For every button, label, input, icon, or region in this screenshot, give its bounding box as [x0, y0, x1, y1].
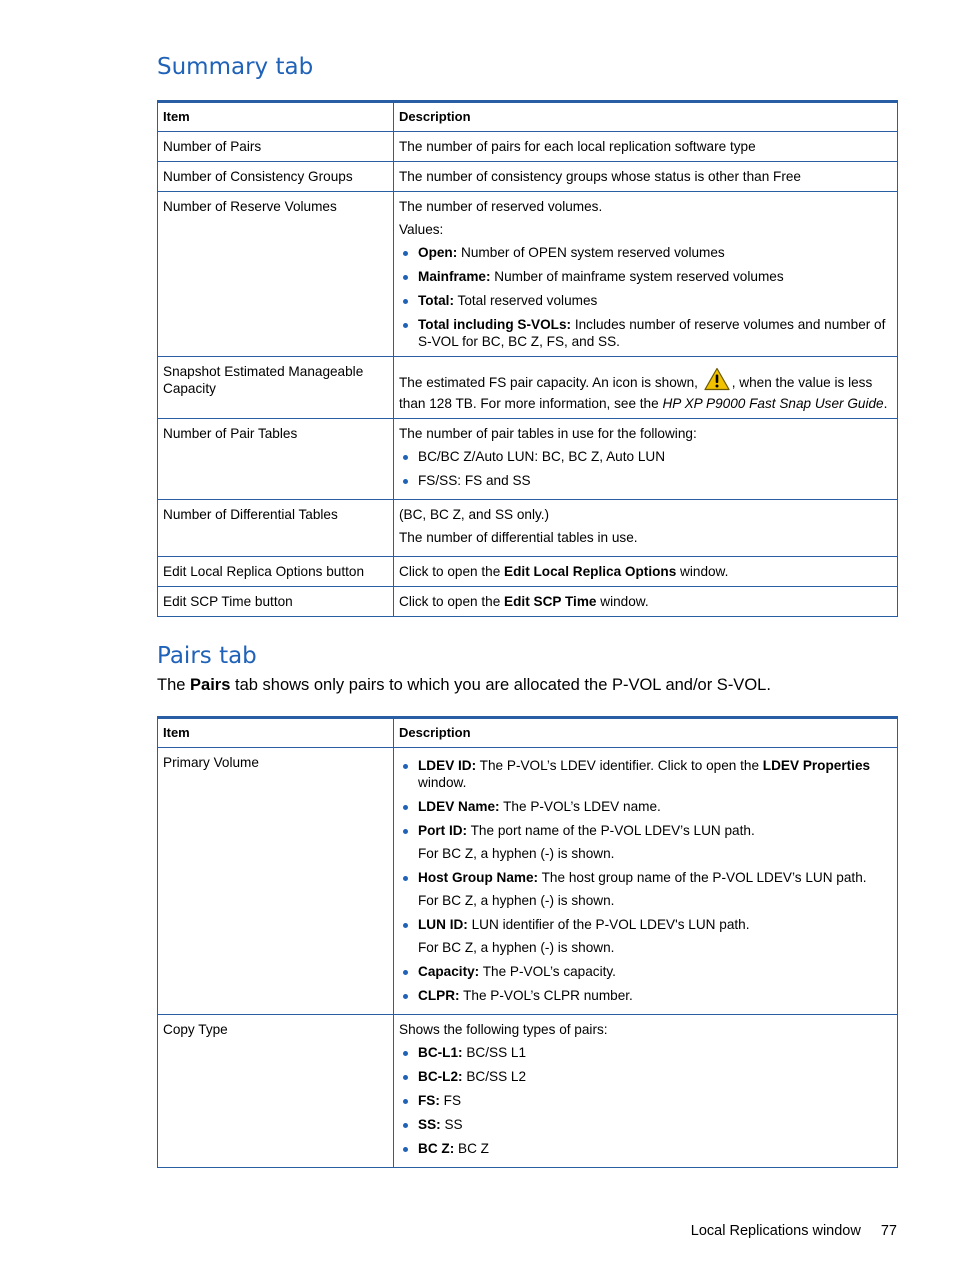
description-text: Values:	[399, 222, 444, 237]
pairs-intro-paragraph	[157, 676, 771, 696]
term-text: Number of mainframe system reserved volumes	[490, 269, 784, 284]
term-text: FS	[439, 1093, 462, 1108]
list-item	[418, 268, 892, 285]
list-item	[418, 798, 892, 815]
item-cell: Copy Type	[158, 1015, 394, 1168]
term-text: window.	[418, 775, 467, 790]
description-text: , when the value is less than 128 TB. For more information, see the	[399, 375, 873, 411]
term-text: Number of OPEN system reserved volumes	[457, 245, 725, 260]
description-cell	[394, 587, 898, 617]
table-row	[158, 587, 898, 617]
list-item	[418, 1092, 892, 1109]
description-text: (BC, BC Z, and SS only.)	[399, 507, 550, 522]
item-cell: Primary Volume	[158, 748, 394, 1015]
description-text: The number of differential tables in use.	[399, 530, 638, 545]
description-text: The estimated FS pair capacity. An icon is shown,	[399, 375, 702, 390]
table-row	[158, 500, 898, 557]
term-label: Total:	[418, 293, 454, 308]
table-row	[158, 132, 898, 162]
term-text: The P-VOL’s CLPR number.	[459, 988, 633, 1003]
term-label: Capacity:	[418, 964, 480, 979]
description-cell	[394, 748, 898, 1015]
term-text: The port name of the P-VOL LDEV’s LUN path.	[467, 823, 755, 838]
table-header-row	[158, 718, 898, 748]
term-text: The host group name of the P-VOL LDEV’s LUN path.	[538, 870, 867, 885]
column-header-item: Item	[158, 718, 394, 748]
description-text: Shows the following types of pairs:	[399, 1022, 608, 1037]
term-text: SS	[440, 1117, 463, 1132]
term-text: BC/SS L2	[462, 1069, 527, 1084]
list-item	[418, 244, 892, 261]
intro-text: The	[157, 676, 191, 694]
term-label: BC-L1:	[418, 1045, 463, 1060]
term-text: LUN identifier of the P-VOL LDEV's LUN path.	[467, 917, 750, 932]
term-text: Total reserved volumes	[454, 293, 598, 308]
table-row	[158, 162, 898, 192]
table-row	[158, 357, 898, 419]
term-text: BC Z	[454, 1141, 489, 1156]
item-cell: Number of Differential Tables	[158, 500, 394, 557]
list-item	[418, 822, 892, 862]
term-text: Includes number of reserve volumes and number of S-VOL for BC, BC Z, FS, and SS.	[418, 317, 886, 349]
footer-title: Local Replications window	[690, 1223, 861, 1239]
list-item	[418, 963, 892, 980]
term-label: Open:	[418, 245, 458, 260]
note-text: For BC Z, a hyphen (-) is shown.	[418, 893, 615, 908]
term-label: Total including S-VOLs:	[418, 317, 572, 332]
guide-title: HP XP P9000 Fast Snap User Guide	[662, 396, 884, 411]
warning-icon	[704, 367, 730, 395]
term-text: The P-VOL’s LDEV name.	[499, 799, 661, 814]
description-cell	[394, 419, 898, 500]
description-text: The number of reserved volumes.	[399, 199, 603, 214]
term-text: BC/SS L1	[462, 1045, 527, 1060]
term-label: LDEV Name:	[418, 799, 500, 814]
description-cell: The number of consistency groups whose status is other than Free	[394, 162, 898, 192]
window-name: Edit SCP Time	[504, 594, 597, 609]
term-label: SS:	[418, 1117, 441, 1132]
list-item	[418, 987, 892, 1004]
list-item: BC/BC Z/Auto LUN: BC, BC Z, Auto LUN	[418, 448, 892, 465]
bullet-list	[399, 244, 892, 350]
term-text: The P-VOL’s LDEV identifier. Click to open the	[476, 758, 763, 773]
description-text: Click to open the	[399, 594, 505, 609]
intro-bold-term: Pairs	[190, 676, 231, 694]
item-cell: Edit SCP Time button	[158, 587, 394, 617]
description-cell	[394, 357, 898, 419]
summary-tab-heading: Summary tab	[157, 54, 314, 80]
description-text: window.	[676, 564, 729, 579]
description-text: .	[883, 396, 888, 411]
pairs-tab-heading: Pairs tab	[157, 643, 257, 669]
table-row	[158, 748, 898, 1015]
list-item	[418, 869, 892, 909]
table-row	[158, 419, 898, 500]
description-cell: The number of pairs for each local replication software type	[394, 132, 898, 162]
column-header-item: Item	[158, 102, 394, 132]
list-item	[418, 1116, 892, 1133]
item-cell: Number of Pair Tables	[158, 419, 394, 500]
column-header-description: Description	[394, 718, 898, 748]
description-cell	[394, 500, 898, 557]
term-label: CLPR:	[418, 988, 460, 1003]
table-header-row	[158, 102, 898, 132]
item-cell: Edit Local Replica Options button	[158, 557, 394, 587]
item-cell: Number of Pairs	[158, 132, 394, 162]
term-label: Port ID:	[418, 823, 468, 838]
list-item	[418, 292, 892, 309]
pairs-table	[157, 716, 898, 1168]
list-item	[418, 1044, 892, 1061]
item-cell: Snapshot Estimated Manageable Capacity	[158, 357, 394, 419]
list-item: FS/SS: FS and SS	[418, 472, 892, 489]
bullet-list	[399, 448, 892, 489]
term-label: LDEV ID:	[418, 758, 477, 773]
description-cell	[394, 192, 898, 357]
item-cell: Number of Consistency Groups	[158, 162, 394, 192]
term-label: FS:	[418, 1093, 440, 1108]
window-name: LDEV Properties	[762, 758, 871, 773]
term-label: BC-L2:	[418, 1069, 463, 1084]
list-item	[418, 757, 892, 791]
term-text: The P-VOL’s capacity.	[479, 964, 616, 979]
column-header-description: Description	[394, 102, 898, 132]
description-cell	[394, 1015, 898, 1168]
term-label: Mainframe:	[418, 269, 491, 284]
term-label: BC Z:	[418, 1141, 455, 1156]
description-text: Click to open the	[399, 564, 505, 579]
intro-text: tab shows only pairs to which you are allocated the P-VOL and/or S-VOL.	[230, 676, 771, 694]
list-item	[418, 1140, 892, 1157]
description-text: window.	[596, 594, 649, 609]
description-text: The number of pair tables in use for the following:	[399, 426, 697, 441]
table-row	[158, 557, 898, 587]
page-number: 77	[880, 1223, 897, 1239]
table-row	[158, 192, 898, 357]
note-text: For BC Z, a hyphen (-) is shown.	[418, 940, 615, 955]
table-row	[158, 1015, 898, 1168]
term-label: Host Group Name:	[418, 870, 539, 885]
note-text: For BC Z, a hyphen (-) is shown.	[418, 846, 615, 861]
list-item	[418, 916, 892, 956]
page-footer	[691, 1223, 897, 1239]
description-cell	[394, 557, 898, 587]
list-item	[418, 316, 892, 350]
summary-table	[157, 100, 898, 617]
list-item	[418, 1068, 892, 1085]
term-label: LUN ID:	[418, 917, 468, 932]
item-cell: Number of Reserve Volumes	[158, 192, 394, 357]
bullet-list	[399, 1044, 892, 1157]
bullet-list	[399, 757, 892, 1004]
window-name: Edit Local Replica Options	[504, 564, 677, 579]
